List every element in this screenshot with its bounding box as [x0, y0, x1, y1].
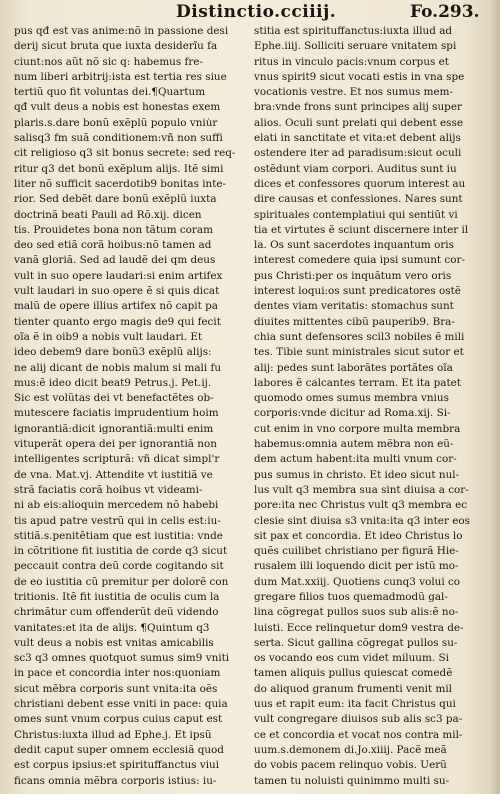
- text-line: lus vult q3 membra sua sint diuisa a cor-: [254, 483, 469, 496]
- text-line: vult in suo opere laudari:si enim artifex: [14, 269, 223, 282]
- text-line: ne alij dicant de nobis malum si mali fu: [14, 361, 222, 374]
- text-line: num liberi arbitrij:ista est tertia res siue: [14, 70, 227, 83]
- text-line: in pace et concordia inter nos:quoniam: [14, 667, 221, 680]
- text-line: tis apud patre vestrũ qui in celis est:iu-: [14, 514, 221, 527]
- text-line: mus:ẽ ideo dicit beat9 Petrus.j. Pet.ij.: [14, 376, 212, 389]
- text-line: luisti. Ecce relinquetur dom9 vestra de-: [254, 621, 464, 634]
- text-line: vituperãt opera dei per ignorantiã non: [14, 438, 217, 451]
- text-line: vult deus a nobis est vnitas amicabilis: [14, 636, 214, 649]
- text-line: dices et confessores quorum interest au: [254, 177, 466, 190]
- text-line: chia sunt defensores scil3 nobiles ẽ mili: [254, 330, 465, 343]
- text-line: deo sed etiã corã hoibus:nõ tamen ad: [14, 239, 212, 252]
- left-text-column: [14, 24, 247, 789]
- text-line: do aliquod granum frumenti venit mil: [254, 682, 452, 695]
- text-line: tis. Prouidetes bona non tãtum coram: [14, 223, 213, 236]
- text-line: ideo debem9 dare bonũ3 exẽplũ alijs:: [14, 346, 212, 359]
- text-line: gregare filios tuos quemadmodũ gal-: [254, 590, 448, 603]
- text-line: rusalem illi loquendo dicit per istũ mo-: [254, 560, 459, 573]
- text-line: rior. Sed debẽt dare bonũ exẽplũ iuxta: [14, 193, 217, 206]
- text-line: de vna. Mat.vj. Attendite vt iustitiã ve: [14, 468, 213, 481]
- text-line: ficans omnia mẽbra corporis istius: iu-: [14, 774, 217, 787]
- text-line: vanitates:et ita de alijs. ¶Quintum q3: [14, 621, 210, 634]
- text-line: dum Mat.xxiij. Quotiens cunq3 volui co: [254, 575, 461, 588]
- text-line: pus qđ est vas anime:nõ in passione desi: [14, 25, 229, 37]
- text-line: peccauit contra deũ corde cogitando sit: [14, 560, 224, 573]
- text-line: de eo iustitia cũ premitur per dolorẽ con: [14, 575, 229, 588]
- text-line: intelligentes scripturã: vñ dicat simpl'r: [14, 453, 220, 466]
- text-line: clesie sint diuisa s3 vnita:ita q3 inter eos: [254, 514, 470, 527]
- text-line: alios. Oculi sunt prelati qui debent esse: [254, 116, 463, 129]
- text-line: la. Os sunt sacerdotes inquantum oris: [254, 239, 454, 252]
- text-line: dedit caput super omnem ecclesiã quod: [14, 743, 224, 756]
- text-line: bra:vnde frons sunt principes alij super: [254, 101, 462, 114]
- text-line: qđ vult deus a nobis est honestas exem: [14, 101, 221, 114]
- text-line: pus Christi:per os inquãtum vero oris: [254, 269, 452, 282]
- text-line: dentes viam veritatis: stomachus sunt: [254, 300, 454, 313]
- text-line: sc3 q3 omnes quotquot sumus sim9 vniti: [14, 652, 230, 665]
- text-line: pus sumus in christo. Et ideo sicut nul-: [254, 468, 460, 481]
- text-line: sit pax et concordia. Et ideo Christus lo: [254, 529, 463, 542]
- text-line: dem actum habent:ita multi vnum cor-: [254, 453, 457, 466]
- text-line: ritus in vinculo pacis:vnum corpus et: [254, 55, 449, 68]
- text-line: interest loqui:os sunt predicatores ostẽ: [254, 285, 461, 298]
- text-line: doctrinã beati Pauli ad Rõ.xij. dicen: [14, 208, 202, 221]
- text-line: stitia est spirituffanctus:iuxta illud ad: [254, 25, 453, 37]
- text-line: Ephe.iiij. Solliciti seruare vnitatem spi: [254, 40, 457, 53]
- text-line: os vocando eos cum videt miluum. Si: [254, 652, 449, 665]
- text-line: spirituales contemplatiui qui sentiũt vi: [254, 208, 458, 221]
- text-line: vnus spirit9 sicut vocati estis in vna spe: [254, 70, 465, 83]
- page-header: [0, 2, 500, 24]
- text-line: vult laudari in suo opere ẽ si quis dicat: [14, 285, 220, 298]
- text-line: omes sunt vnum corpus cuius caput est: [14, 713, 223, 726]
- text-line: tes. Tibie sunt ministrales sicut sutor et: [254, 346, 464, 359]
- text-line: alij: pedes sunt laborãtes portãtes oĩa: [254, 361, 453, 374]
- text-line: oĩa ẽ in oib9 a nobis vult laudari. Et: [14, 330, 203, 343]
- text-line: ce et concordia et vocat nos contra mil-: [254, 728, 463, 741]
- text-line: derij sicut bruta que iuxta desiderĩu fa: [14, 40, 218, 53]
- text-line: tertiũ quo fit voluntas dei.¶Quartum: [14, 86, 206, 99]
- text-line: salisq3 fm suã conditionem:vñ non suffi: [14, 132, 223, 145]
- text-line: vult congregare diuisos sub alis sc3 pa-: [254, 713, 463, 726]
- text-line: tamen tu noluisti quinimmo multi su-: [254, 774, 450, 787]
- text-line: Christus:iuxta illud ad Ephe.j. Et ipsũ: [14, 728, 212, 741]
- text-line: vocationis vestre. Et nos sumus mem-: [254, 86, 454, 99]
- page-edge-shadow: [490, 0, 500, 794]
- text-line: ostẽdunt viam corpori. Auditus sunt iu: [254, 162, 457, 175]
- text-line: pore:ita nec Christus vult q3 membra ec: [254, 499, 468, 512]
- text-line: est corpus ipsius:et spirituffanctus viui: [14, 759, 220, 772]
- text-line: strã faciatis corã hoibus vt videami-: [14, 483, 203, 496]
- text-line: plaris.s.dare bonũ exẽplũ populo vniu̇r: [14, 116, 218, 129]
- text-line: uus et rapit eum: ita facit Christus qui: [254, 698, 456, 711]
- text-line: Sic est volũtas dei vt benefactẽtes ob-: [14, 392, 214, 405]
- text-line: mutescere faciatis imprudentium hoim: [14, 407, 219, 420]
- text-line: malũ de opere illius artifex nõ capit pa: [14, 300, 218, 313]
- text-line: ignorantiã:dicit ignorantiã:multi enim: [14, 422, 214, 435]
- text-line: habemus:omnia autem mẽbra non eũ-: [254, 438, 454, 451]
- text-line: cit religioso q3 sit bonus secrete: sed req-: [14, 147, 236, 160]
- text-line: cut enim in vno corpore multa membra: [254, 422, 461, 435]
- text-line: ni ab eis:alioquin mercedem nõ habebi: [14, 499, 219, 512]
- text-line: ciunt:nos aũt nõ sic q: habemus fre-: [14, 55, 203, 68]
- text-line: tamen aliquis pullus quiescat comedẽ: [254, 667, 453, 680]
- text-line: labores ẽ calcantes terram. Et ita patet: [254, 376, 461, 389]
- text-line: sicut mẽbra corporis sunt vnita:ita oẽs: [14, 682, 218, 695]
- text-line: corporis:vnde dicitur ad Roma.xij. Si-: [254, 407, 451, 420]
- folio-number: Fo.293.: [410, 2, 480, 22]
- text-line: dire causas et confessiones. Nares sunt: [254, 193, 463, 206]
- text-line: in cõtritione fit iustitia de corde q3 sicut: [14, 545, 228, 558]
- right-text-column: [254, 24, 490, 789]
- text-line: tia et virtutes ẽ sciunt discernere inter il: [254, 223, 469, 236]
- text-line: christiani debent esse vniti in pace: quia: [14, 698, 228, 711]
- text-line: elati in sanctitate et vita:et debent alijs: [254, 132, 461, 145]
- text-line: quomodo omes sumus membra vnius: [254, 392, 449, 405]
- text-line: uum.s.demonem di.Jo.xiiij. Pacẽ meã: [254, 743, 447, 756]
- text-line: quẽs cuilibet christiano per figurã Hie-: [254, 545, 459, 558]
- text-line: serta. Sicut gallina cõgregat pullos su-: [254, 636, 458, 649]
- text-line: vanã gloriã. Sed ad laudẽ dei qm deus: [14, 254, 216, 267]
- text-line: ritur q3 det bonũ exẽplum alijs. Itẽ simi: [14, 162, 224, 175]
- text-line: interest comedere quia ipsi sumunt cor-: [254, 254, 465, 267]
- text-line: ostendere iter ad paradisum:sicut oculi: [254, 147, 462, 160]
- text-line: tienter quanto ergo magis de9 qui fecit: [14, 315, 221, 328]
- text-line: lina cõgregat pullos suos sub alis:ẽ no-: [254, 606, 459, 619]
- text-line: chrimãtur cum offenderũt deũ videndo: [14, 606, 219, 619]
- text-line: diuites mittentes cibũ pauperib9. Bra-: [254, 315, 455, 328]
- text-line: tritionis. Itẽ fit iustitia de oculis cum la: [14, 590, 220, 603]
- text-line: liter nõ sufficit sacerdotib9 bonitas inte-: [14, 177, 227, 190]
- running-head: Distinctio.cciiij.: [176, 2, 337, 22]
- text-line: stitiã.s.penitẽtiam que est iustitia: vnde: [14, 529, 223, 542]
- text-line: do vobis pacem relinquo vobis. Uerũ: [254, 759, 447, 772]
